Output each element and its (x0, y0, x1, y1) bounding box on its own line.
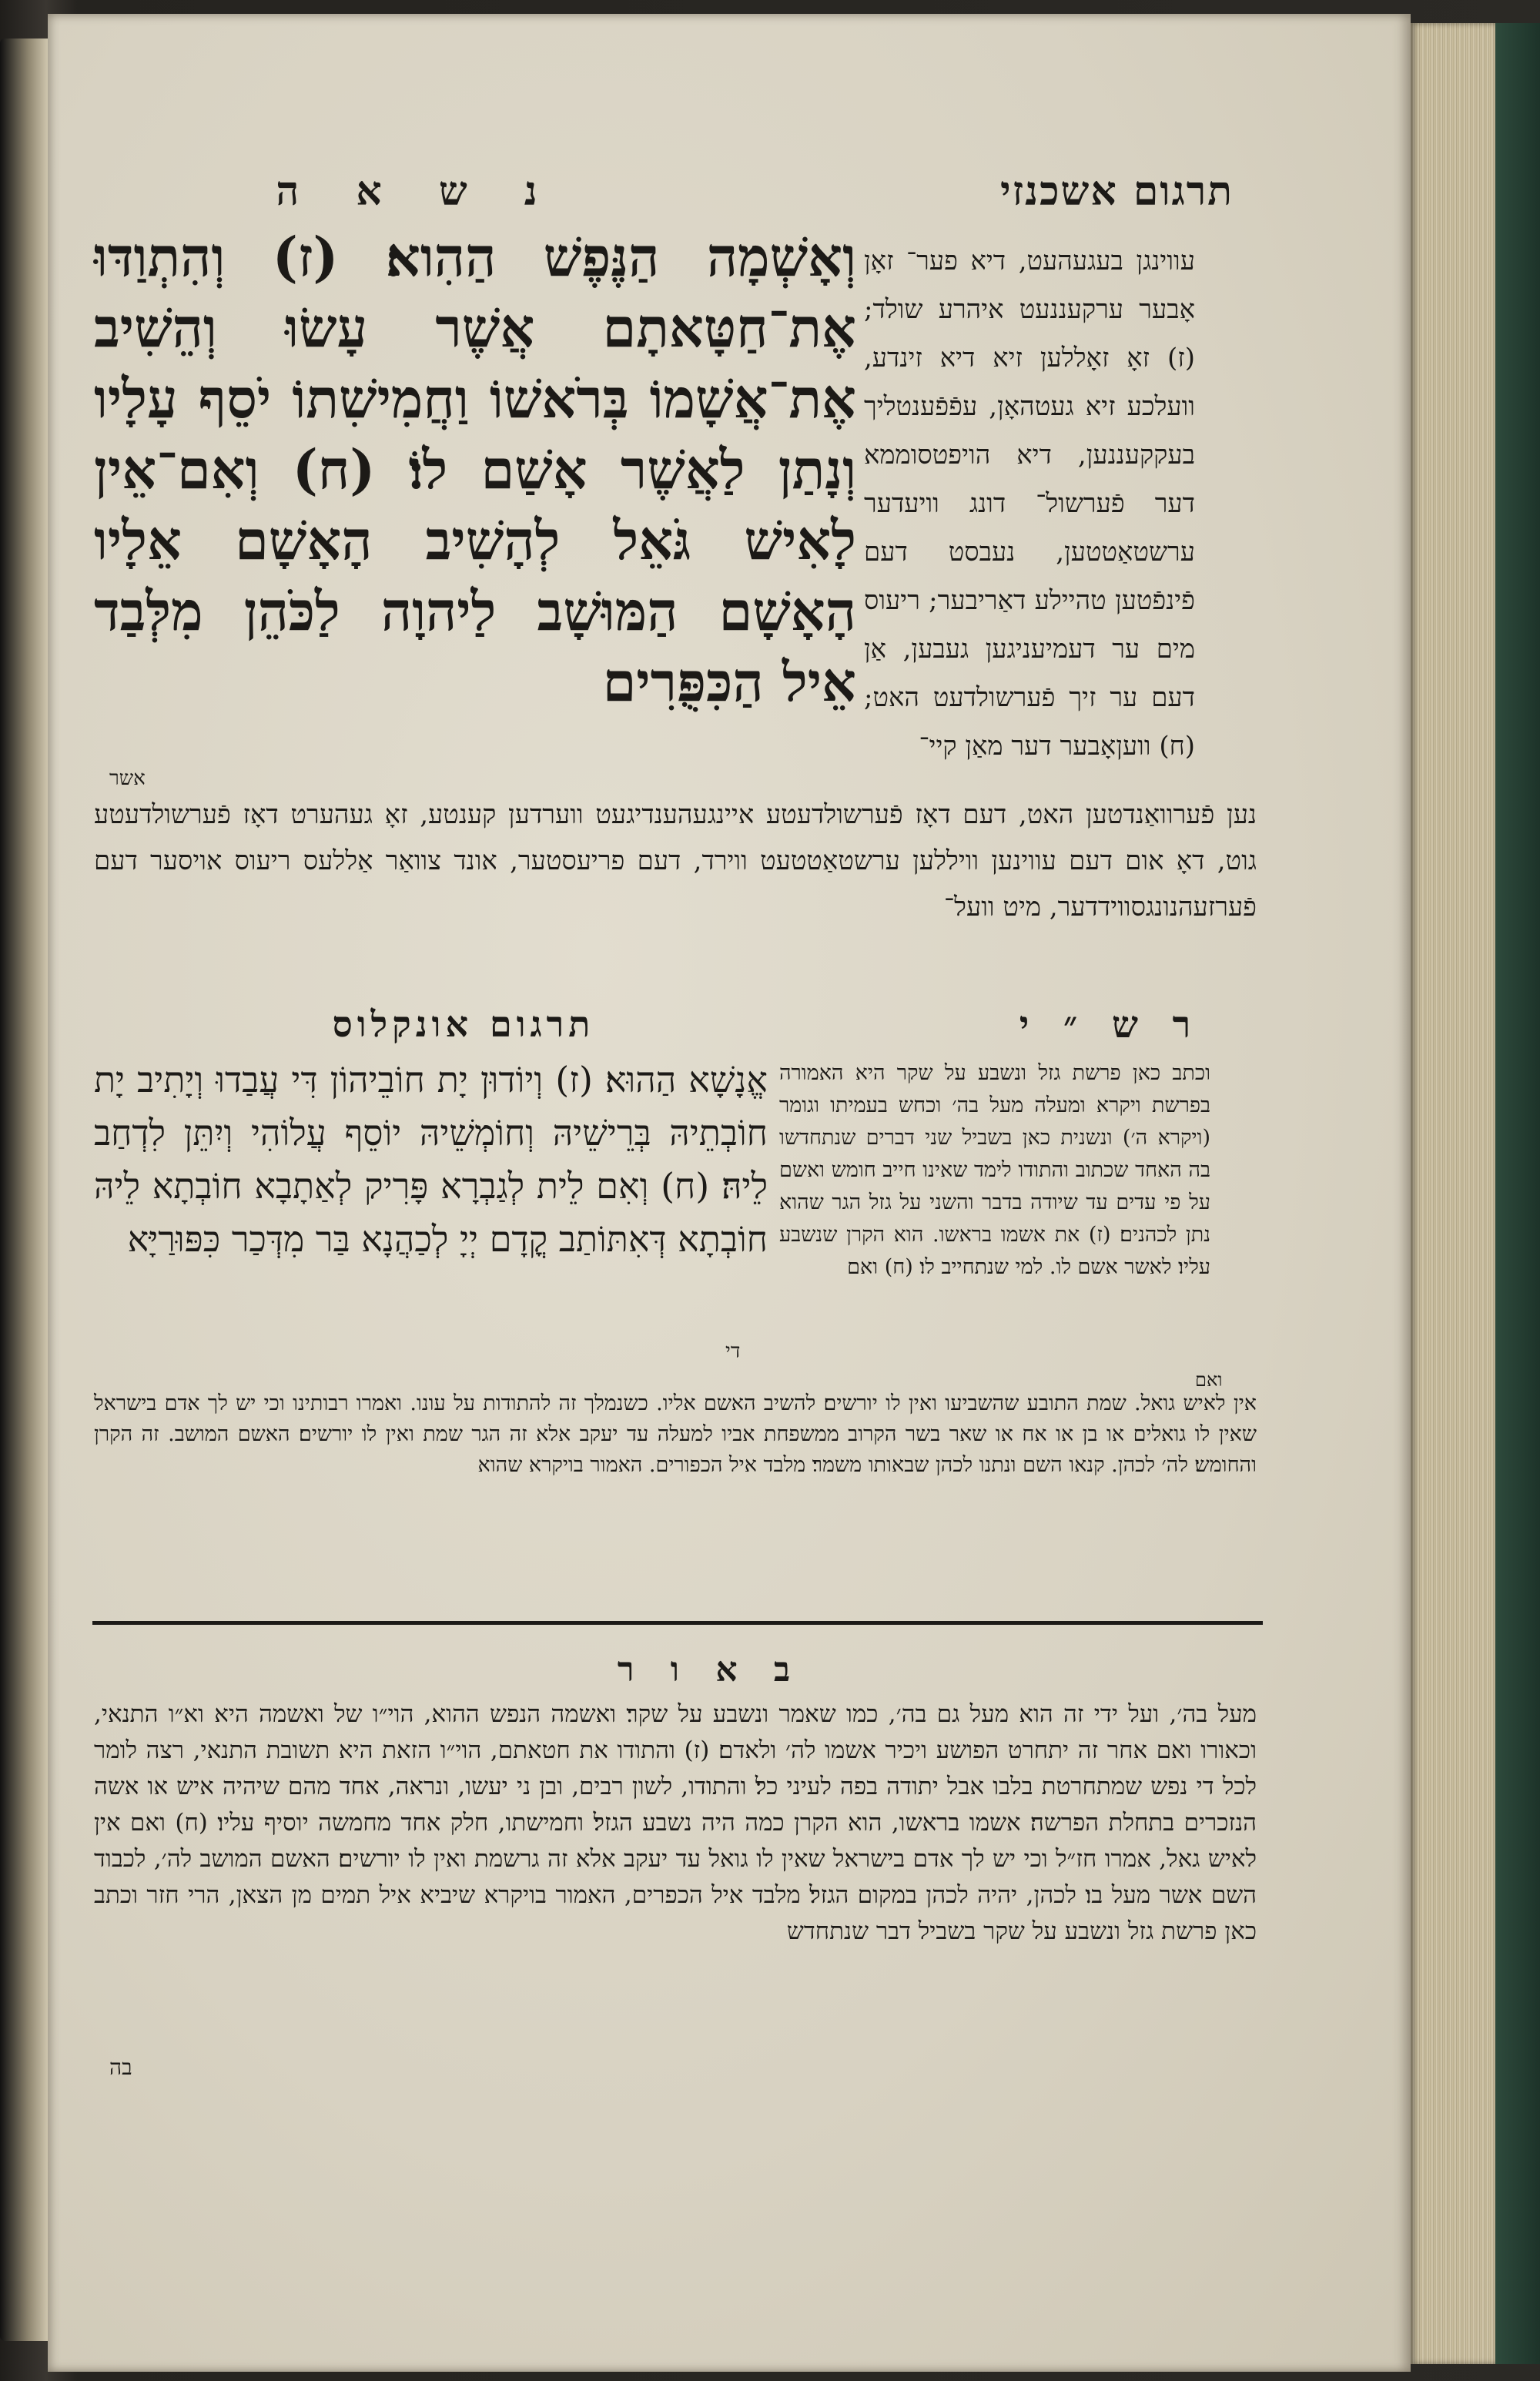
book-page (48, 14, 1411, 2372)
yiddish-full-text: נען פֿערוואַנדטען האט, דעם דאָז פֿערשולדעטע איינגעהענדיגעט ווערדען קענטע, זאָ געהערט דאָז פֿערשולדעטע גוט, דאָ אום דעם עווינען וויללען ערשטאַטטעט ווירד, דעם פריעסטער, אונד צוואַר אַללעס ריעוס אויסער דעם פֿערזעהנונגסווידדער, מיט (94, 799, 1257, 923)
biur-catchword: בה (109, 2054, 132, 2080)
torah-catchword: אשר (109, 767, 146, 790)
yiddish-translation-column: עווינגן בעגעהעט, דיא פער־ זאָן אָבער ערקעננעט איהרע שולד; (ז) זאָ זאָללען זיא דיא זינדע, וועלכע זיא געטהאָן, עפֿפֿענטליך בעקקעננען, דיא הויפטסוממא דער פֿערשול־ דונג וויעדער ערשטאַטטען, נעבסט דעם פֿינפֿטען טהיילע דאַריבער; ריעוס מים ער דעמיעניגען געבען, אַן דעם ער זיך פֿערשולדעט האט; (ח) וועןאָבער דער מאַן קיי־ (864, 246, 1195, 762)
rashi-continued (94, 1388, 1257, 1481)
yiddish-translation-continued (94, 792, 1257, 930)
previous-page-edge (0, 39, 48, 2341)
rashi-catchword: ואם (1195, 1369, 1223, 1391)
onkelos-text: אֱנָשָׁא הַהוּא׃ (ז) וְיוֹדוּן יָת חוֹבֵיהוֹן דִּי עֲבַדוּ וְיָתִיב יָת חוֹבְתֵיהּ בְּרֵישֵׁיהּ וְחוֹמְשֵׁיהּ יוֹסֵף עֲלוֹהִי וְיִתֵּן לִדְחַב לֵיהּ׃ (ח) וְאִם לֵית לְגַבְרָא פָּרִיק לְאַתָבָא חוֹבְתָא לֵיהּ חוֹבְתָא דְּאִתּוֹתַב קֳדָם יְיָ לְכַהֲנָא בַּר מִדְּכַר כִּפּוּרַיָּא (94, 1059, 768, 1260)
torah-text: וְאָשְׁמָה הַנֶּפֶשׁ הַהִוא׃ (ז) וְהִתְוַדּוּ אֶת־חַטָּאתָם אֲשֶׁר עָשׂוּ וְהֵשִׁיב אֶת־אֲשָׁמוֹ בְּרֹאשׁוֹ וַחֲמִישִׁתוֹ יֹסֵף עָלָיו וְנָתַן לַאֲשֶׁר אָשַׁם לוֹ׃ (ח) וְאִם־אֵין לָאִישׁ גֹּאֵל לְהָשִׁיב הָאָשָׁם אֵלָיו הָאָשָׁם הַמּוּשָׁב לַיהוָה לַכֹּהֵן מִלְּבַד אֵיל הַכִּפֻּרִים (94, 225, 856, 714)
binding-tape (1495, 23, 1540, 2364)
header-onkelos: תרגום אונקלוס (332, 1003, 595, 1045)
yiddish-catchword: וועל־ (944, 892, 995, 923)
section-divider (92, 1621, 1263, 1625)
header-rashi: ר ש ״ י (1019, 1003, 1202, 1047)
onkelos-catchword: די (725, 1340, 741, 1363)
book-fore-edge (1411, 23, 1495, 2364)
header-parsha: נ ש א ה (276, 168, 559, 215)
rashi-full-catchword: שהוא (477, 1453, 523, 1477)
rashi-full-text: אין לאיש גואל. שמת התובע שהשביעו ואין לו יורשים׃ להשיב האשם אליו. כשנמלך זה להתודות על עונו. ואמרו רבותינו וכי יש לך אדם בישראל שאין לו גואלים או בן או אח או שאר בשר הקרוב ממשפחת אביו למעלה עד יעקב אלא זה הגר שמת ואין לו יורשים׃ האשם המושב. זה הקרן והחומש׃ לה׳ לכהן. קנאו השם ונתנו לכהן שבאותו משמר׃ מלבד איל הכפורים. האמור בויקרא (94, 1391, 1257, 1477)
rashi-column: וכתב כאן פרשת גזל ונשבע על שקר היא האמורה בפרשת ויקרא ומעלה מעל בה׳ וכחש בעמיתו וגומר (ויקרא ה׳) ונשנית כאן בשביל שני דברים שנתחדשו בה האחד שכתוב והתודו לימד שאינו חייב חומש ואשם על פי עדים עד שיודה בדבר והשני על גזל הגר שהוא נתן לכהנים׃ (ז) את אשמו בראשו. הוא הקרן שנשבע עליו׃ לאשר אשם לו. למי שנתחייב לו׃ (ח) ואם (779, 1061, 1210, 1279)
biur-text: מעל בה׳, ועל ידי זה הוא מעל גם בה׳, כמו שאמר ונשבע על שקר׃ ואשמה הנפש ההוא, הוי״ו של ואשמה היא וא״ו התנאי, וכאורו ואם אחר זה יתחרט הפושע ויכיר אשמו לה׳ ולאדם׃ (ז) והתודו את חטאתם, הוי״ו הזאת היא תשובת התנאי, רצה לומר לכל די נפש שמתחרטת בלבו אבל יתודה בפה לעיני כל׃ והתודו, לשון רבים, ובן ני יעשו, ונראה, אחד מהם שיהיה איש או אשה הנזכרים בתחלת הפרשה׃ אשמו בראשו, הוא הקרן כמה היה נשבע הגזל׃ וחמישתו, חלק אחד מחמשה יוסיף עליו׃ (ח) ואם אין לאיש גאל, אמרו חז״ל וכי יש לך אדם בישראל שאין לו גואל עד יעקב אלא זה גרשמת ואין לו יורשים׃ האשם המושב לה׳, לכבוד השם אשר מעל בו׃ לכהן, יהיה לכהן במקום הגזל׃ מלבד איל הכפרים, האמור בויקרא שיביא איל תמים מן הצאן, הרי חזר וכתב כאן פרשת גזל ונשבע על שקר בשביל דבר שנתחדש (94, 1700, 1257, 1945)
header-biur: ב א ו ר (617, 1650, 803, 1689)
header-targum-ashkenazi: תרגום אשכנזי (1000, 168, 1234, 215)
